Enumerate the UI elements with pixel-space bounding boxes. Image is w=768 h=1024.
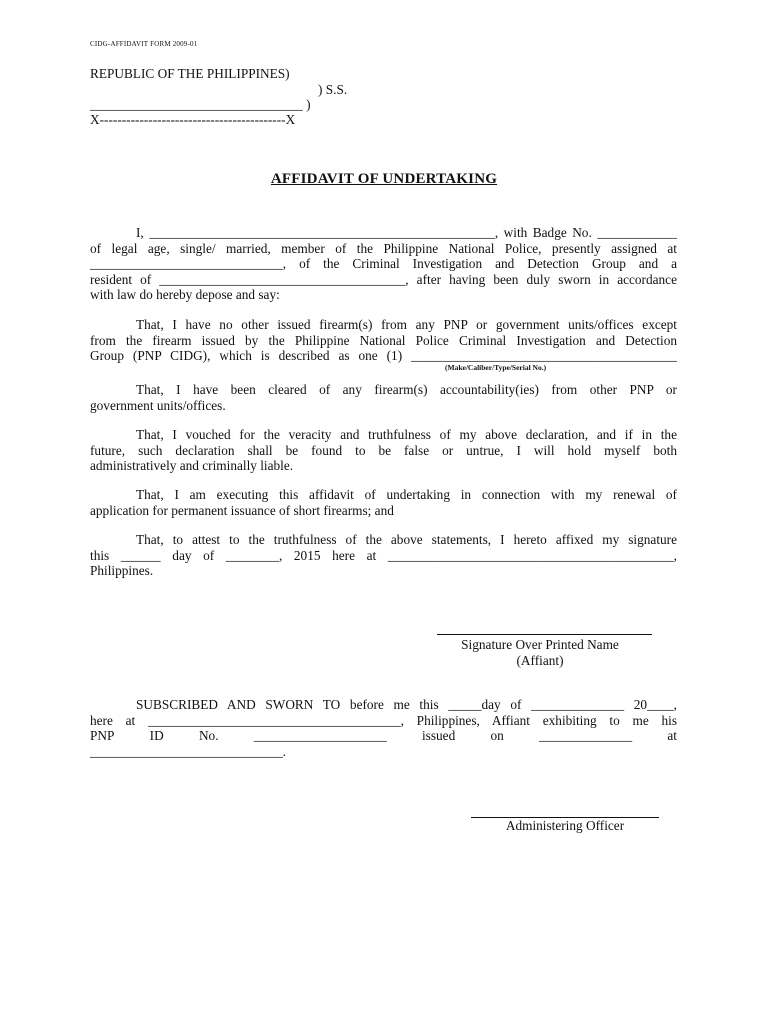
para2-line-2: government units/offices. [90, 397, 226, 413]
para1-line-3: Group (PNP CIDG), which is described as one (1) ________________________________________ [90, 348, 677, 363]
jurat-issued: issued [421, 728, 456, 743]
affiant-signature-line [437, 634, 652, 635]
jurat-line-4: _____________________________. [90, 743, 287, 759]
para1-line-2: from the firearm issued by the Philippine National Police Criminal Investigation and Detection [90, 332, 677, 348]
paragraph-cleared [90, 382, 677, 413]
intro-line-3: _____________________________, of the Criminal Investigation and Detection Group and a [90, 256, 677, 271]
para5-line-2: this ______ day of ________, 2015 here at ___________________________________________, [90, 547, 677, 563]
paragraph-veracity [90, 427, 677, 474]
caption-blank-line: ________________________________ ) [90, 97, 311, 112]
paragraph-renewal [90, 487, 677, 518]
intro-line-4: resident of _____________________________________, after having been duly sworn in accordance [90, 271, 677, 287]
caption-x-line: X------------------------------------------X [90, 112, 296, 127]
jurat-id: ID [149, 728, 164, 743]
intro-line-5: with law do hereby depose and say: [90, 287, 280, 302]
para4-line-1: That, I am executing this affidavit of undertaking in connection with my renewal of [136, 487, 677, 502]
jurat-no: No. [198, 728, 219, 743]
firearm-description-note: (Make/Caliber/Type/Serial No.) [445, 363, 547, 372]
jurat-id-blank: ____________________ [253, 728, 387, 743]
officer-label: Administering Officer [505, 818, 625, 833]
form-code: CIDG-AFFIDAVIT FORM 2009-01 [90, 40, 198, 48]
para3-line-1: That, I vouched for the veracity and truthfulness of my above declaration, and if in the [136, 427, 677, 442]
jurat-paragraph [90, 697, 677, 759]
document-title: AFFIDAVIT OF UNDERTAKING [270, 171, 498, 187]
intro-line-1: I, ____________________________________________________, with Badge No. ____________ [136, 225, 677, 240]
para4-line-2: application for permanent issuance of short firearms; and [90, 502, 394, 518]
para2-line-1: That, I have been cleared of any firearm(s) accountability(ies) from other PNP or [136, 382, 677, 397]
para3-line-3: administratively and criminally liable. [90, 458, 294, 473]
intro-line-2: of legal age, single/ married, member of the Philippine National Police, presently assigned at [90, 240, 677, 256]
jurat-at: at [667, 728, 677, 743]
paragraph-attest [90, 532, 677, 579]
jurat-line-1: SUBSCRIBED AND SWORN TO before me this _____day of ______________ 20____, [136, 697, 677, 712]
para5-line-1: That, to attest to the truthfulness of the above statements, I hereto affixed my signature [136, 532, 677, 547]
jurat-pnp: PNP [90, 728, 115, 743]
caption-republic: REPUBLIC OF THE PHILIPPINES) [90, 66, 290, 81]
para1-line-1: That, I have no other issued firearm(s) from any PNP or government units/offices except [136, 317, 677, 332]
para3-line-2: future, such declaration shall be found to be false or untrue, I will hold myself both [90, 442, 677, 458]
jurat-date-blank: ______________ [539, 728, 633, 743]
affiant-signature-label: Signature Over Printed Name [461, 637, 619, 652]
jurat-line-2: here at ______________________________________, Philippines, Affiant exhibiting to me his [90, 712, 677, 728]
caption-ss: ) S.S. [318, 82, 348, 97]
paragraph-no-other-firearm [90, 317, 677, 364]
intro-paragraph [90, 225, 677, 303]
para5-line-3: Philippines. [90, 563, 154, 578]
jurat-line-3 [90, 728, 677, 744]
jurat-on: on [490, 728, 504, 743]
affiant-role: (Affiant) [516, 653, 564, 668]
